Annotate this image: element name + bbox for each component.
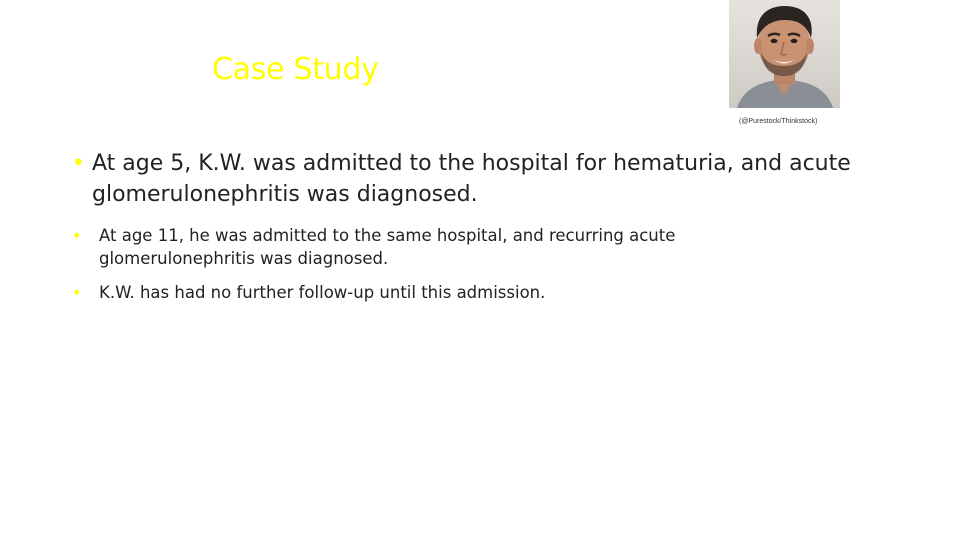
photo-credit: (@Purestock/Thinkstock) xyxy=(739,118,818,125)
bullet-item-2 xyxy=(72,224,792,270)
man-portrait-image xyxy=(729,0,840,108)
bullet-marker: • xyxy=(72,226,82,245)
bullet-marker: • xyxy=(72,151,85,176)
bullet-text: K.W. has had no further follow-up until this admission. xyxy=(99,283,546,302)
bullet-marker: • xyxy=(72,283,82,302)
bullet-text: At age 11, he was admitted to the same hospital, and recurring acute glomerulonephritis was diagnosed. xyxy=(99,226,676,268)
bullet-text: At age 5, K.W. was admitted to the hospital for hematuria, and acute glomerulonephritis was diagnosed. xyxy=(92,151,851,207)
bullet-item-1 xyxy=(72,148,872,210)
portrait-photo xyxy=(729,0,840,108)
slide-title: Case Study xyxy=(212,52,379,87)
bullet-item-3 xyxy=(72,281,792,304)
